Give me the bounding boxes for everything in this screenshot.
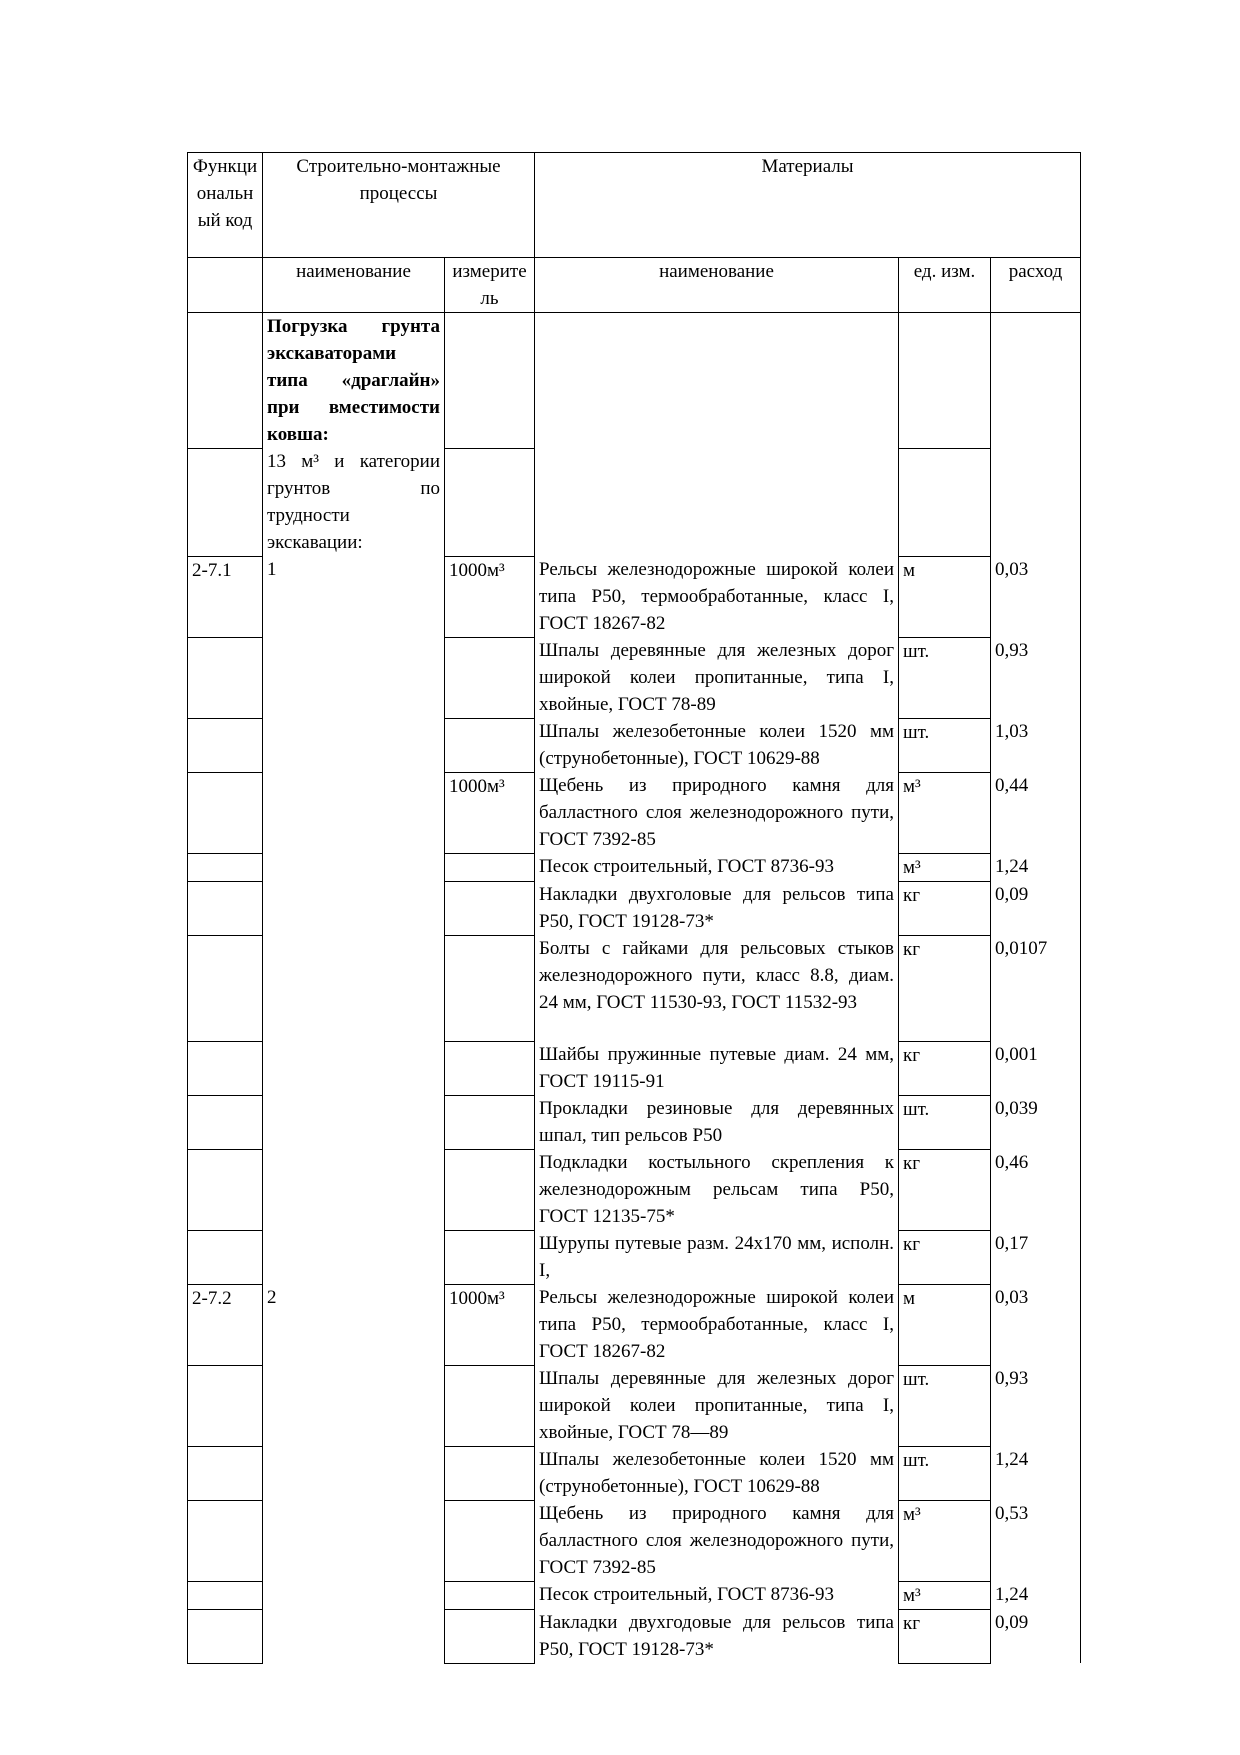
- table-row: [188, 1041, 1081, 1095]
- code-cell: [188, 1500, 263, 1581]
- material-unit-cell: шт.: [899, 1365, 991, 1446]
- material-name-cell: Шайбы пружинные путевые диам. 24 мм, ГОСТ 19115-91: [535, 1041, 899, 1095]
- header-code-empty: [188, 258, 263, 313]
- process-name-cell: [263, 1095, 445, 1149]
- section-subtitle: 13 м³ и категории грунтов по трудности экскавации:: [263, 448, 445, 556]
- header-material-name: наименование: [535, 258, 899, 313]
- material-name-cell: Шпалы деревянные для железных дорог широкой колеи пропитанные, типа I, хвойные, ГОСТ 78—89: [535, 1365, 899, 1446]
- process-name-cell: [263, 637, 445, 718]
- process-name-cell: [263, 1609, 445, 1663]
- material-name-cell: Шпалы железобетонные колеи 1520 мм (струнобетонные), ГОСТ 10629-88: [535, 1446, 899, 1500]
- material-rate-cell: 0,17: [991, 1230, 1081, 1284]
- unit-cell: [899, 313, 991, 449]
- material-unit-cell: м³: [899, 1500, 991, 1581]
- material-rate-cell: 0,03: [991, 1284, 1081, 1365]
- code-cell: [188, 637, 263, 718]
- table-row: [188, 772, 1081, 853]
- header-row-2: [188, 258, 1081, 313]
- table-row: [188, 1149, 1081, 1230]
- material-rate-cell: 0,09: [991, 1609, 1081, 1663]
- measure-cell: [445, 1041, 535, 1095]
- header-material-rate: расход: [991, 258, 1081, 313]
- measure-cell: [445, 1149, 535, 1230]
- code-cell: [188, 1041, 263, 1095]
- material-rate-cell: 0,93: [991, 637, 1081, 718]
- process-name-cell: [263, 853, 445, 881]
- process-name-cell: [263, 935, 445, 1041]
- measure-cell: [445, 1609, 535, 1663]
- material-unit-cell: шт.: [899, 637, 991, 718]
- measure-cell: 1000м³: [445, 1284, 535, 1365]
- material-name-cell: Шурупы путевые разм. 24х170 мм, исполн. I,: [535, 1230, 899, 1284]
- material-unit-cell: кг: [899, 1149, 991, 1230]
- material-unit-cell: кг: [899, 935, 991, 1041]
- process-name-cell: [263, 718, 445, 772]
- table-row: [188, 1500, 1081, 1581]
- material-name-cell: Накладки двухголовые для рельсов типа Р50, ГОСТ 19128-73*: [535, 881, 899, 935]
- material-name-cell: Рельсы железнодорожные широкой колеи типа Р50, термообработанные, класс I, ГОСТ 18267-82: [535, 556, 899, 637]
- measure-cell: 1000м³: [445, 772, 535, 853]
- material-unit-cell: кг: [899, 1230, 991, 1284]
- material-rate-cell: 0,039: [991, 1095, 1081, 1149]
- table-row: [188, 1284, 1081, 1365]
- material-unit-cell: м³: [899, 1581, 991, 1609]
- process-name-cell: [263, 1446, 445, 1500]
- measure-cell: [445, 1446, 535, 1500]
- material-name-cell: Рельсы железнодорожные широкой колеи типа Р50, термообработанные, класс I, ГОСТ 18267-82: [535, 1284, 899, 1365]
- material-rate-cell: 1,03: [991, 718, 1081, 772]
- code-cell: [188, 853, 263, 881]
- table-row: [188, 1365, 1081, 1446]
- material-unit-cell: м: [899, 556, 991, 637]
- table-row: [188, 637, 1081, 718]
- table-row: [188, 853, 1081, 881]
- material-name-cell: Подкладки костыльного скрепления к железнодорожным рельсам типа Р50, ГОСТ 12135-75*: [535, 1149, 899, 1230]
- table-row: [188, 556, 1081, 637]
- material-rate-cell: 1,24: [991, 1581, 1081, 1609]
- materials-table: [187, 152, 1081, 1664]
- material-name-cell: Шпалы деревянные для железных дорог широкой колеи пропитанные, типа I, хвойные, ГОСТ 78-89: [535, 637, 899, 718]
- material-rate-cell: 0,53: [991, 1500, 1081, 1581]
- material-name-cell: Шпалы железобетонные колеи 1520 мм (струнобетонные), ГОСТ 10629-88: [535, 718, 899, 772]
- material-unit-cell: м: [899, 1284, 991, 1365]
- table-row: [188, 1446, 1081, 1500]
- material-unit-cell: шт.: [899, 718, 991, 772]
- measure-cell: [445, 853, 535, 881]
- table-row: [188, 1230, 1081, 1284]
- process-name-cell: [263, 1149, 445, 1230]
- process-name-cell: [263, 1581, 445, 1609]
- measure-cell: [445, 1500, 535, 1581]
- table-row: [188, 1095, 1081, 1149]
- process-name-cell: [263, 881, 445, 935]
- code-cell: [188, 1095, 263, 1149]
- material-unit-cell: шт.: [899, 1095, 991, 1149]
- header-processes: Строительно-монтажные процессы: [263, 153, 535, 258]
- material-name-cell: Песок строительный, ГОСТ 8736-93: [535, 1581, 899, 1609]
- code-cell: [188, 448, 263, 556]
- header-materials: Материалы: [535, 153, 1081, 258]
- material-rate-cell: 0,09: [991, 881, 1081, 935]
- code-cell: [188, 881, 263, 935]
- code-cell: [188, 1446, 263, 1500]
- measure-cell: [445, 935, 535, 1041]
- table-row: [188, 718, 1081, 772]
- material-name-cell: Песок строительный, ГОСТ 8736-93: [535, 853, 899, 881]
- material-name-cell: Щебень из природного камня для балластного слоя железнодорожного пути, ГОСТ 7392-85: [535, 772, 899, 853]
- material-unit-cell: шт.: [899, 1446, 991, 1500]
- code-cell: [188, 1581, 263, 1609]
- header-process-unit: измеритель: [445, 258, 535, 313]
- measure-cell: [445, 718, 535, 772]
- table-row: [188, 1581, 1081, 1609]
- code-cell: [188, 718, 263, 772]
- process-name-cell: 1: [263, 556, 445, 637]
- measure-cell: [445, 1230, 535, 1284]
- section-title-row: [188, 313, 1081, 449]
- header-material-unit: ед. изм.: [899, 258, 991, 313]
- material-rate-cell: 0,46: [991, 1149, 1081, 1230]
- header-code: Функциональный код: [188, 153, 263, 258]
- material-unit-cell: кг: [899, 881, 991, 935]
- material-rate-cell: 0,001: [991, 1041, 1081, 1095]
- material-unit-cell: м³: [899, 853, 991, 881]
- measure-cell: [445, 881, 535, 935]
- table-row: [188, 881, 1081, 935]
- code-cell: 2-7.2: [188, 1284, 263, 1365]
- header-process-name: наименование: [263, 258, 445, 313]
- table-row: [188, 935, 1081, 1041]
- measure-cell: 1000м³: [445, 556, 535, 637]
- unit-cell: [899, 448, 991, 556]
- process-name-cell: [263, 772, 445, 853]
- code-cell: [188, 1365, 263, 1446]
- material-unit-cell: кг: [899, 1609, 991, 1663]
- rate-cell: [991, 313, 1081, 557]
- code-cell: 2-7.1: [188, 556, 263, 637]
- material-rate-cell: 0,0107: [991, 935, 1081, 1041]
- measure-cell: [445, 313, 535, 449]
- code-cell: [188, 1609, 263, 1663]
- header-row-1: [188, 153, 1081, 258]
- table-row: [188, 1609, 1081, 1663]
- material-name-cell: Болты с гайками для рельсовых стыков железнодорожного пути, класс 8.8, диам. 24 мм, ГОСТ 11530-93, ГОСТ 11532-93: [535, 935, 899, 1041]
- material-cell: [535, 313, 899, 557]
- material-name-cell: Щебень из природного камня для балластного слоя железнодорожного пути, ГОСТ 7392-85: [535, 1500, 899, 1581]
- material-rate-cell: 0,93: [991, 1365, 1081, 1446]
- process-name-cell: [263, 1500, 445, 1581]
- material-rate-cell: 1,24: [991, 1446, 1081, 1500]
- code-cell: [188, 935, 263, 1041]
- measure-cell: [445, 1581, 535, 1609]
- measure-cell: [445, 448, 535, 556]
- material-unit-cell: м³: [899, 772, 991, 853]
- material-name-cell: Прокладки резиновые для деревянных шпал, тип рельсов Р50: [535, 1095, 899, 1149]
- process-name-cell: 2: [263, 1284, 445, 1365]
- measure-cell: [445, 1095, 535, 1149]
- process-name-cell: [263, 1041, 445, 1095]
- code-cell: [188, 772, 263, 853]
- code-cell: [188, 1149, 263, 1230]
- code-cell: [188, 1230, 263, 1284]
- material-rate-cell: 1,24: [991, 853, 1081, 881]
- process-name-cell: [263, 1365, 445, 1446]
- measure-cell: [445, 1365, 535, 1446]
- material-unit-cell: кг: [899, 1041, 991, 1095]
- material-name-cell: Накладки двухгодовые для рельсов типа Р50, ГОСТ 19128-73*: [535, 1609, 899, 1663]
- measure-cell: [445, 637, 535, 718]
- material-rate-cell: 0,44: [991, 772, 1081, 853]
- process-name-cell: [263, 1230, 445, 1284]
- material-rate-cell: 0,03: [991, 556, 1081, 637]
- code-cell: [188, 313, 263, 449]
- section-title: Погрузка грунта экскаваторами типа «драглайн» при вместимости ковша:: [263, 313, 445, 449]
